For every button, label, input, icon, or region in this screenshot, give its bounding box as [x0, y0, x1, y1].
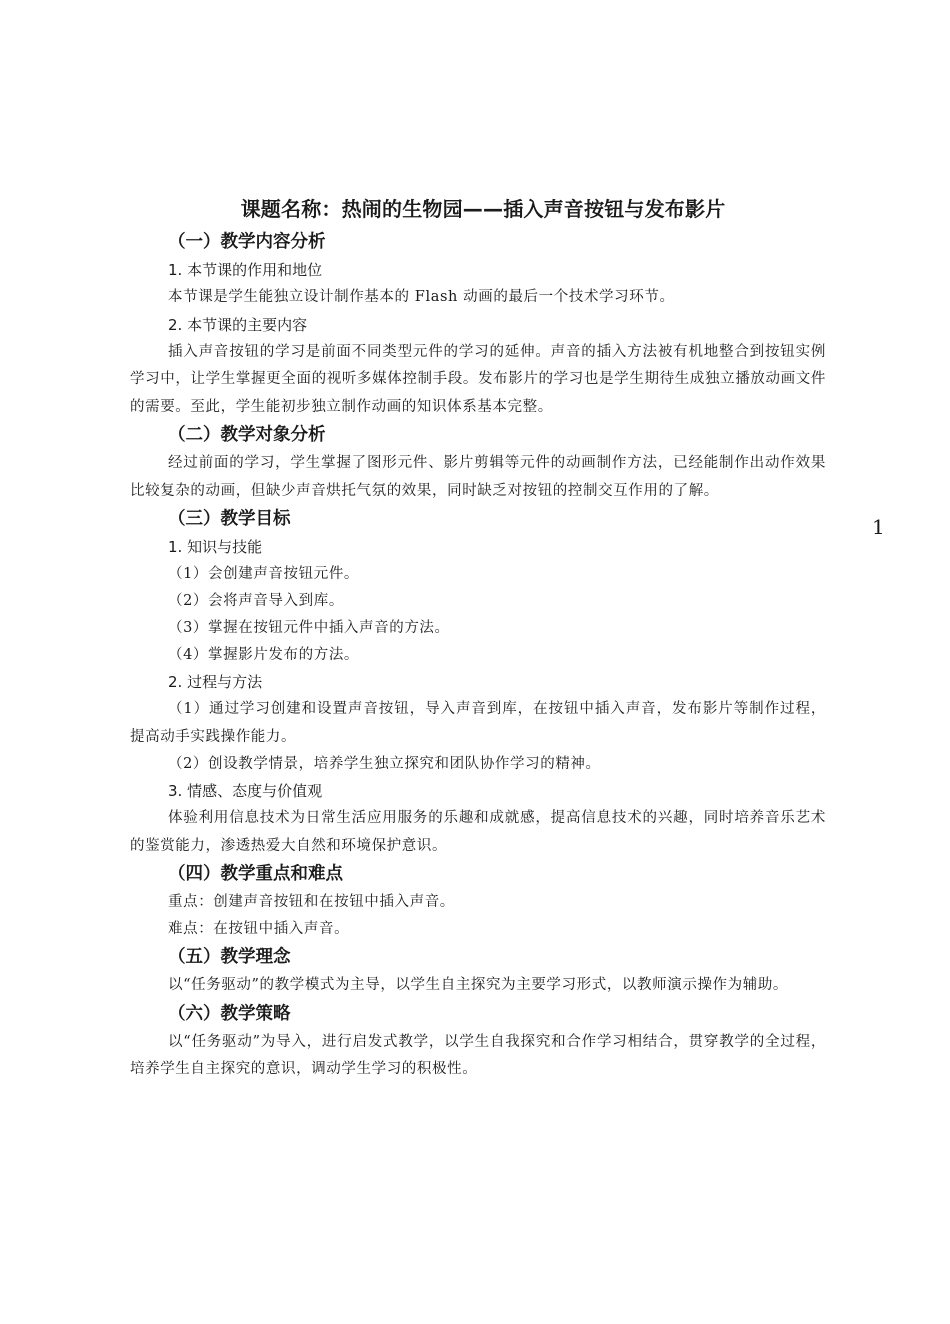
subheading-main-content: 2. 本节课的主要内容	[168, 315, 308, 334]
objective-item: （1）会创建声音按钮元件。	[168, 566, 360, 582]
paragraph-learner-analysis: 经过前面的学习，学生掌握了图形元件、影片剪辑等元件的动画制作方法，已经能制作出动作效果比较复杂的动画，但缺少声音烘托气氛的效果，同时缺乏对按钮的控制交互作用的了解。	[130, 455, 826, 499]
difficult-point: 难点：在按钮中插入声音。	[168, 921, 350, 937]
paragraph-role: 本节课是学生能独立设计制作基本的 Flash 动画的最后一个技术学习环节。	[168, 289, 675, 305]
objective-item: （1）通过学习创建和设置声音按钮，导入声音到库，在按钮中插入声音，发布影片等制作过程，提高动手实践操作能力。	[130, 701, 826, 745]
key-point: 重点：创建声音按钮和在按钮中插入声音。	[168, 894, 455, 910]
objective-item: （2）会将声音导入到库。	[168, 593, 344, 609]
objective-item: （2）创设教学情景，培养学生独立探究和团队协作学习的精神。	[168, 756, 601, 772]
subheading-process-methods: 2. 过程与方法	[168, 673, 263, 691]
section-heading-philosophy: （五）教学理念	[168, 947, 291, 967]
lesson-title: 课题名称：热闹的生物园——插入声音按钮与发布影片	[240, 197, 726, 221]
subheading-role: 1. 本节课的作用和地位	[168, 261, 323, 279]
subheading-knowledge-skills: 1. 知识与技能	[168, 538, 263, 556]
paragraph-philosophy: 以“任务驱动”的教学模式为主导，以学生自主探究为主要学习形式，以教师演示操作为辅助。	[168, 977, 789, 993]
paragraph-strategy: 以“任务驱动”为导入，进行启发式教学，以学生自我探究和合作学习相结合，贯穿教学的全过程，培养学生自主探究的意识，调动学生学习的积极性。	[130, 1033, 826, 1077]
page-number: 1	[872, 515, 885, 539]
section-heading-key-difficult: （四）教学重点和难点	[168, 864, 343, 884]
subheading-attitudes-values: 3. 情感、态度与价值观	[168, 782, 323, 800]
objective-item: （4）掌握影片发布的方法。	[168, 647, 360, 663]
section-heading-strategy: （六）教学策略	[168, 1003, 291, 1024]
section-heading-content-analysis: （一）教学内容分析	[168, 232, 326, 252]
section-heading-objectives: （三）教学目标	[168, 509, 291, 529]
document-page	[130, 190, 826, 1084]
paragraph-attitudes-values: 体验利用信息技术为日常生活应用服务的乐趣和成就感，提高信息技术的兴趣，同时培养音乐艺术的鉴赏能力，渗透热爱大自然和环境保护意识。	[130, 810, 826, 854]
section-heading-learner-analysis: （二）教学对象分析	[168, 425, 326, 445]
objective-item: （3）掌握在按钮元件中插入声音的方法。	[168, 620, 450, 636]
paragraph-main-content: 插入声音按钮的学习是前面不同类型元件的学习的延伸。声音的插入方法被有机地整合到按钮实例学习中，让学生掌握更全面的视听多媒体控制手段。发布影片的学习也是学生期待生成独立播放动画文件的需要。至此，学生能初步独立制作动画的知识体系基本完整。	[130, 343, 826, 415]
